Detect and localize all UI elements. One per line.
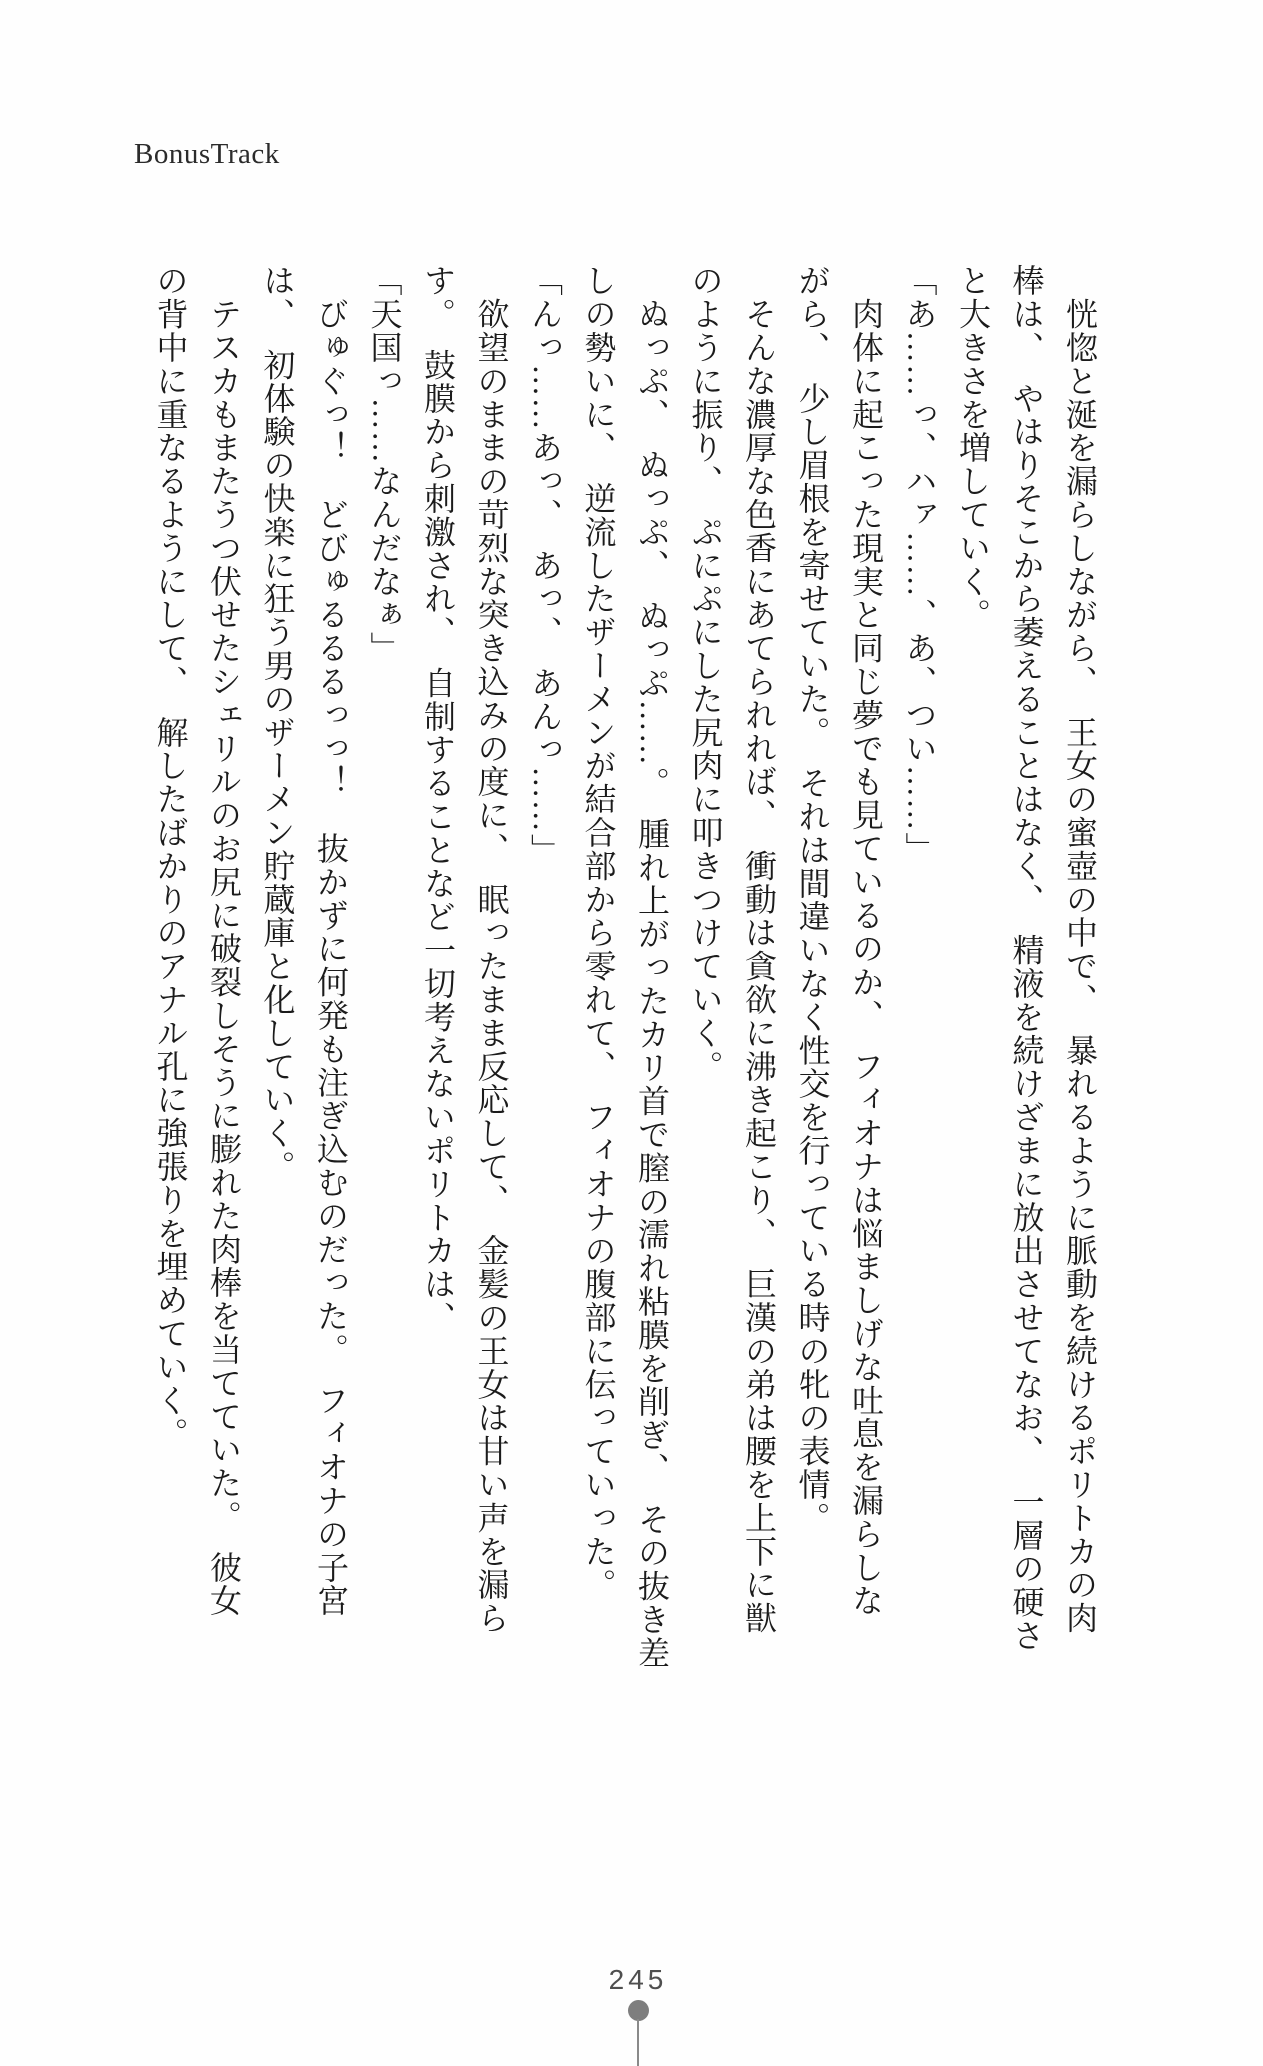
footer-dot-icon: [628, 2000, 649, 2021]
text-column: 棒は、 やはりそこから萎えることはなく、 精液を続けざまに放出させてなお、 一層の硬さ: [1008, 264, 1045, 1653]
text-column: テスカもまたうつ伏せたシェリルのお尻に破裂しそうに膨れた肉棒を当てていた。 彼女: [206, 264, 242, 1618]
text-column: 「んっ……あっ、 あっ、 あんっ……」: [527, 264, 563, 867]
running-header: BonusTrack: [134, 138, 280, 170]
body-text: [143, 264, 1106, 1709]
text-column: は、 初体験の快楽に狂う男のザーメン貯蔵庫と化していく。: [259, 264, 296, 1184]
text-column: 恍惚と涎を漏らしながら、 王女の蜜壺の中で、 暴れるように脈動を続けるポリトカの肉: [1062, 264, 1098, 1635]
text-column: しの勢いに、 逆流したザーメンが結合部から零れて、 フィオナの腹部に伝っていった。: [580, 264, 617, 1602]
text-column: 「あ……っ、ハァ……、あ、つい……」: [901, 264, 938, 866]
text-column: がら、 少し眉根を寄せていた。 それは間違いなく性交を行っている時の牝の表情。: [794, 264, 831, 1535]
page-number: 245: [608, 1964, 668, 1995]
text-column: びゅぐっ！ どびゅるるるっっ！ 抜かずに何発も注ぎ込むのだった。 フィオナの子宮: [313, 264, 349, 1618]
text-column: 「天国っ……なんだなぁ」: [366, 264, 403, 665]
text-column: ぬっぷ、 ぬっぷ、 ぬっぷ……。 腫れ上がったカリ首で膣の濡れ粘膜を削ぎ、 その抜き差: [634, 264, 670, 1670]
text-column: す。 鼓膜から刺激され、 自制することなど一切考えないポリトカは、: [420, 264, 456, 1335]
text-column: の背中に重なるようにして、 解したばかりのアナル孔に強張りを埋めていく。: [152, 264, 189, 1451]
text-column: 肉体に起こった現実と同じ夢でも見ているのか、 フィオナは悩ましげな吐息を漏らしな: [848, 264, 884, 1618]
text-column: と大きさを増していく。: [955, 264, 991, 632]
text-column: そんな濃厚な色香にあてられれば、 衝動は貪欲に沸き起こり、 巨漢の弟は腰を上下に獣: [741, 264, 777, 1635]
text-column: のように振り、 ぷにぷにした尻肉に叩きつけていく。: [687, 264, 724, 1083]
text-column: 欲望のままの苛烈な突き込みの度に、 眠ったまま反応して、 金髪の王女は甘い声を漏ら: [473, 264, 510, 1635]
footer-line: [637, 2019, 639, 2066]
